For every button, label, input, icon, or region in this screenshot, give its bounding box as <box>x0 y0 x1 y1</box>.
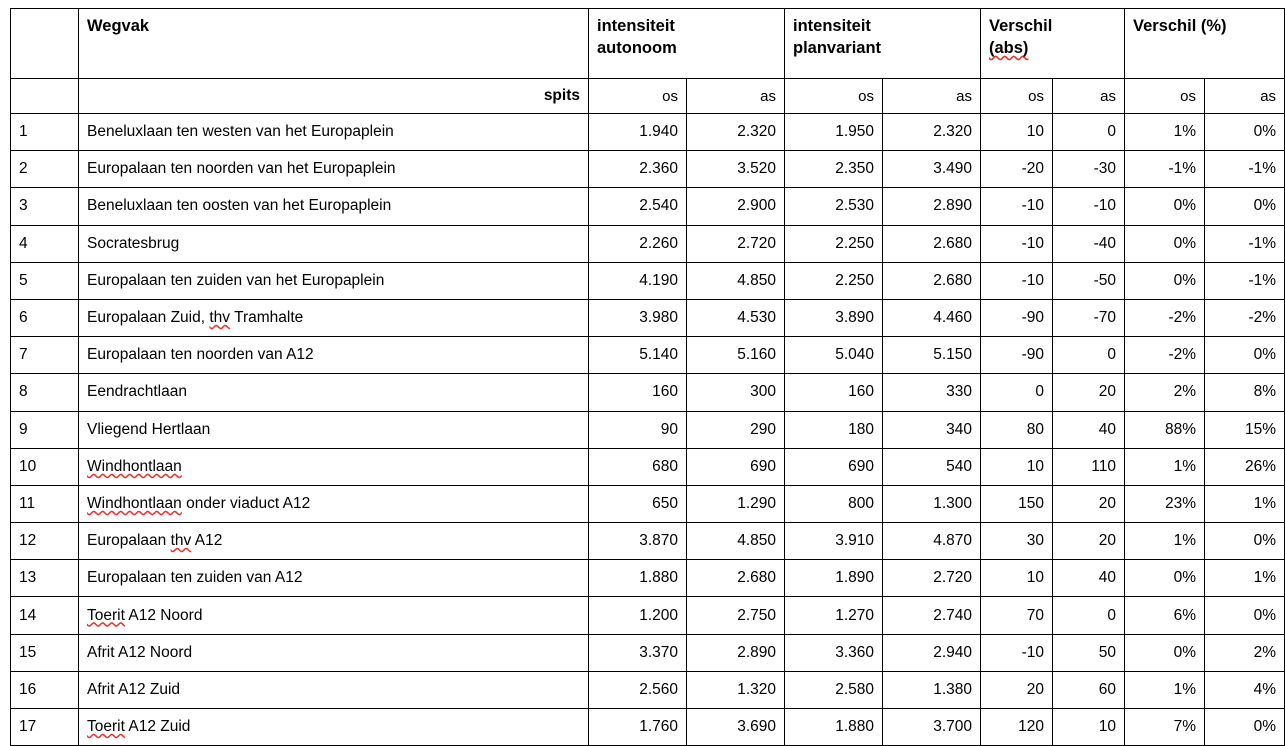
subheader-verschil-abs-as: as <box>1053 79 1125 114</box>
row-wegvak-name: Socratesbrug <box>79 225 589 262</box>
row-index: 16 <box>11 671 79 708</box>
subheader-autonoom-as: as <box>687 79 785 114</box>
cell-verschil-pct-as: -2% <box>1205 299 1285 336</box>
cell-planvariant-as: 1.380 <box>883 671 981 708</box>
row-wegvak-name <box>79 299 589 336</box>
cell-verschil-pct-os: 1% <box>1125 114 1205 151</box>
subheader-planvariant-as: as <box>883 79 981 114</box>
subheader-verschil-pct-os: os <box>1125 79 1205 114</box>
cell-verschil-abs-as: 40 <box>1053 411 1125 448</box>
cell-autonoom-os: 1.880 <box>589 560 687 597</box>
cell-autonoom-as: 5.160 <box>687 337 785 374</box>
cell-verschil-pct-os: 7% <box>1125 709 1205 746</box>
table-row <box>11 374 1285 411</box>
cell-planvariant-os: 160 <box>785 374 883 411</box>
row-wegvak-name: Europalaan ten zuiden van het Europaplein <box>79 262 589 299</box>
header-verschil-abs-line2: (abs) <box>989 38 1029 57</box>
word-segment: A12 Noord <box>124 606 203 624</box>
cell-autonoom-os: 5.140 <box>589 337 687 374</box>
table-row <box>11 188 1285 225</box>
cell-verschil-pct-os: -2% <box>1125 299 1205 336</box>
cell-autonoom-os: 1.200 <box>589 597 687 634</box>
cell-verschil-abs-os: -20 <box>981 151 1053 188</box>
cell-autonoom-as: 2.900 <box>687 188 785 225</box>
subheader-verschil-pct-as: as <box>1205 79 1285 114</box>
cell-autonoom-as: 300 <box>687 374 785 411</box>
table-body <box>11 114 1285 746</box>
row-index: 2 <box>11 151 79 188</box>
cell-planvariant-os: 3.890 <box>785 299 883 336</box>
cell-planvariant-os: 1.270 <box>785 597 883 634</box>
word-segment: A12 Zuid <box>124 718 191 736</box>
table-row <box>11 262 1285 299</box>
cell-verschil-pct-os: 0% <box>1125 560 1205 597</box>
table-row <box>11 634 1285 671</box>
cell-verschil-pct-os: 88% <box>1125 411 1205 448</box>
cell-verschil-pct-os: 1% <box>1125 671 1205 708</box>
cell-verschil-abs-os: 0 <box>981 374 1053 411</box>
cell-verschil-pct-as: 0% <box>1205 597 1285 634</box>
header-intensiteit-planvariant <box>785 9 981 79</box>
word-segment: A12 <box>191 532 223 550</box>
cell-autonoom-as: 3.690 <box>687 709 785 746</box>
cell-verschil-abs-os: -10 <box>981 188 1053 225</box>
cell-planvariant-os: 3.360 <box>785 634 883 671</box>
table-row <box>11 597 1285 634</box>
row-index: 8 <box>11 374 79 411</box>
cell-verschil-abs-as: 0 <box>1053 337 1125 374</box>
cell-autonoom-as: 2.320 <box>687 114 785 151</box>
cell-verschil-abs-as: -50 <box>1053 262 1125 299</box>
cell-verschil-pct-as: 0% <box>1205 523 1285 560</box>
table-row <box>11 485 1285 522</box>
row-wegvak-name: Beneluxlaan ten westen van het Europaplein <box>79 114 589 151</box>
cell-verschil-pct-os: -1% <box>1125 151 1205 188</box>
cell-autonoom-os: 1.760 <box>589 709 687 746</box>
header-wegvak: Wegvak <box>79 9 589 79</box>
row-wegvak-name: Europalaan ten noorden van het Europaplein <box>79 151 589 188</box>
cell-verschil-abs-os: 10 <box>981 114 1053 151</box>
table-row <box>11 225 1285 262</box>
row-wegvak-name <box>79 448 589 485</box>
cell-verschil-pct-as: -1% <box>1205 262 1285 299</box>
cell-verschil-pct-os: 1% <box>1125 523 1205 560</box>
misspelled-word: thv <box>170 532 192 550</box>
row-wegvak-name <box>79 597 589 634</box>
cell-autonoom-as: 1.320 <box>687 671 785 708</box>
cell-verschil-pct-os: 23% <box>1125 485 1205 522</box>
row-index: 12 <box>11 523 79 560</box>
cell-autonoom-as: 4.850 <box>687 523 785 560</box>
cell-planvariant-as: 5.150 <box>883 337 981 374</box>
cell-planvariant-os: 690 <box>785 448 883 485</box>
row-index: 1 <box>11 114 79 151</box>
header-index-blank <box>11 9 79 79</box>
row-index: 11 <box>11 485 79 522</box>
table-row <box>11 114 1285 151</box>
cell-verschil-pct-os: 0% <box>1125 225 1205 262</box>
header-verschil-pct <box>1125 9 1285 79</box>
cell-verschil-abs-as: 10 <box>1053 709 1125 746</box>
cell-planvariant-as: 2.740 <box>883 597 981 634</box>
cell-verschil-pct-as: 4% <box>1205 671 1285 708</box>
cell-verschil-pct-os: 2% <box>1125 374 1205 411</box>
row-wegvak-name <box>79 709 589 746</box>
cell-verschil-abs-as: 20 <box>1053 374 1125 411</box>
traffic-intensity-table <box>10 8 1285 746</box>
cell-autonoom-as: 2.720 <box>687 225 785 262</box>
cell-planvariant-as: 540 <box>883 448 981 485</box>
cell-verschil-abs-os: 20 <box>981 671 1053 708</box>
subheader-spits: spits <box>79 79 589 114</box>
table-row <box>11 709 1285 746</box>
cell-planvariant-os: 3.910 <box>785 523 883 560</box>
table-row <box>11 299 1285 336</box>
table-row <box>11 671 1285 708</box>
cell-autonoom-os: 2.560 <box>589 671 687 708</box>
cell-autonoom-as: 2.750 <box>687 597 785 634</box>
cell-planvariant-os: 5.040 <box>785 337 883 374</box>
misspelled-word: thv <box>209 309 231 327</box>
cell-planvariant-os: 800 <box>785 485 883 522</box>
cell-verschil-pct-as: -1% <box>1205 151 1285 188</box>
row-wegvak-name: Eendrachtlaan <box>79 374 589 411</box>
cell-autonoom-os: 2.360 <box>589 151 687 188</box>
header-verschil-pct-line1: Verschil (%) <box>1133 17 1227 35</box>
row-wegvak-name: Afrit A12 Noord <box>79 634 589 671</box>
cell-verschil-abs-as: 0 <box>1053 597 1125 634</box>
cell-verschil-abs-os: -10 <box>981 225 1053 262</box>
cell-planvariant-os: 2.580 <box>785 671 883 708</box>
header-intensiteit-autonoom <box>589 9 785 79</box>
cell-planvariant-os: 1.950 <box>785 114 883 151</box>
cell-verschil-abs-os: -90 <box>981 299 1053 336</box>
cell-verschil-abs-as: 40 <box>1053 560 1125 597</box>
cell-verschil-pct-as: 0% <box>1205 709 1285 746</box>
cell-verschil-abs-as: 0 <box>1053 114 1125 151</box>
cell-autonoom-os: 2.260 <box>589 225 687 262</box>
cell-planvariant-as: 3.700 <box>883 709 981 746</box>
cell-verschil-abs-os: 150 <box>981 485 1053 522</box>
cell-autonoom-os: 3.980 <box>589 299 687 336</box>
cell-planvariant-os: 1.880 <box>785 709 883 746</box>
cell-planvariant-as: 2.940 <box>883 634 981 671</box>
cell-verschil-pct-as: 0% <box>1205 188 1285 225</box>
word-segment: Europalaan Zuid, <box>87 309 210 327</box>
row-index: 4 <box>11 225 79 262</box>
row-index: 7 <box>11 337 79 374</box>
cell-verschil-abs-os: 70 <box>981 597 1053 634</box>
cell-verschil-pct-os: 0% <box>1125 262 1205 299</box>
cell-verschil-pct-as: -1% <box>1205 225 1285 262</box>
row-index: 6 <box>11 299 79 336</box>
cell-verschil-pct-os: -2% <box>1125 337 1205 374</box>
table-subheader-row <box>11 79 1285 114</box>
cell-verschil-pct-as: 1% <box>1205 560 1285 597</box>
row-index: 10 <box>11 448 79 485</box>
row-index: 3 <box>11 188 79 225</box>
word-segment: onder viaduct A12 <box>181 494 311 512</box>
table-header-group-row <box>11 9 1285 79</box>
cell-autonoom-os: 160 <box>589 374 687 411</box>
cell-autonoom-os: 680 <box>589 448 687 485</box>
cell-planvariant-as: 3.490 <box>883 151 981 188</box>
table-header <box>11 9 1285 114</box>
cell-verschil-abs-as: -70 <box>1053 299 1125 336</box>
traffic-table-container <box>10 8 1277 746</box>
cell-autonoom-as: 2.680 <box>687 560 785 597</box>
row-wegvak-name: Afrit A12 Zuid <box>79 671 589 708</box>
row-index: 5 <box>11 262 79 299</box>
subheader-autonoom-os: os <box>589 79 687 114</box>
cell-verschil-pct-os: 0% <box>1125 188 1205 225</box>
row-wegvak-name <box>79 485 589 522</box>
cell-verschil-pct-as: 0% <box>1205 337 1285 374</box>
cell-planvariant-as: 4.870 <box>883 523 981 560</box>
subheader-verschil-abs-os: os <box>981 79 1053 114</box>
word-segment: Tramhalte <box>230 309 304 327</box>
subheader-index-blank <box>11 79 79 114</box>
cell-verschil-pct-as: 2% <box>1205 634 1285 671</box>
table-row <box>11 523 1285 560</box>
cell-verschil-abs-as: 20 <box>1053 485 1125 522</box>
cell-verschil-abs-as: 60 <box>1053 671 1125 708</box>
table-row <box>11 560 1285 597</box>
cell-planvariant-os: 2.530 <box>785 188 883 225</box>
cell-planvariant-as: 2.680 <box>883 225 981 262</box>
header-intensiteit-planvariant-line2: planvariant <box>793 38 882 57</box>
cell-verschil-abs-as: 50 <box>1053 634 1125 671</box>
table-row <box>11 337 1285 374</box>
row-index: 13 <box>11 560 79 597</box>
cell-planvariant-as: 340 <box>883 411 981 448</box>
cell-verschil-abs-os: 80 <box>981 411 1053 448</box>
word-segment: Europalaan <box>87 532 171 550</box>
table-row <box>11 448 1285 485</box>
cell-verschil-abs-os: 10 <box>981 560 1053 597</box>
cell-autonoom-os: 650 <box>589 485 687 522</box>
cell-autonoom-as: 3.520 <box>687 151 785 188</box>
cell-verschil-pct-as: 8% <box>1205 374 1285 411</box>
cell-verschil-pct-as: 15% <box>1205 411 1285 448</box>
row-wegvak-name <box>79 523 589 560</box>
row-index: 17 <box>11 709 79 746</box>
cell-planvariant-as: 330 <box>883 374 981 411</box>
header-intensiteit-autonoom-line1: intensiteit <box>597 17 675 35</box>
cell-verschil-abs-os: 120 <box>981 709 1053 746</box>
cell-autonoom-as: 4.850 <box>687 262 785 299</box>
cell-planvariant-os: 2.250 <box>785 225 883 262</box>
cell-planvariant-as: 2.720 <box>883 560 981 597</box>
subheader-planvariant-os: os <box>785 79 883 114</box>
cell-planvariant-as: 1.300 <box>883 485 981 522</box>
cell-planvariant-os: 180 <box>785 411 883 448</box>
cell-verschil-abs-os: -10 <box>981 634 1053 671</box>
cell-verschil-abs-os: -90 <box>981 337 1053 374</box>
cell-autonoom-os: 3.870 <box>589 523 687 560</box>
cell-verschil-abs-os: 30 <box>981 523 1053 560</box>
cell-autonoom-os: 1.940 <box>589 114 687 151</box>
cell-autonoom-os: 4.190 <box>589 262 687 299</box>
cell-planvariant-as: 2.320 <box>883 114 981 151</box>
cell-autonoom-os: 3.370 <box>589 634 687 671</box>
cell-planvariant-as: 4.460 <box>883 299 981 336</box>
cell-planvariant-os: 2.350 <box>785 151 883 188</box>
row-index: 14 <box>11 597 79 634</box>
misspelled-word: Toerit <box>87 606 125 624</box>
cell-verschil-abs-as: -40 <box>1053 225 1125 262</box>
cell-planvariant-as: 2.680 <box>883 262 981 299</box>
row-wegvak-name: Europalaan ten zuiden van A12 <box>79 560 589 597</box>
cell-planvariant-os: 2.250 <box>785 262 883 299</box>
row-wegvak-name: Beneluxlaan ten oosten van het Europaplein <box>79 188 589 225</box>
cell-verschil-pct-os: 6% <box>1125 597 1205 634</box>
cell-autonoom-as: 4.530 <box>687 299 785 336</box>
header-verschil-abs <box>981 9 1125 79</box>
header-verschil-abs-line1: Verschil <box>989 17 1053 35</box>
header-intensiteit-planvariant-line1: intensiteit <box>793 17 871 35</box>
row-wegvak-name: Europalaan ten noorden van A12 <box>79 337 589 374</box>
cell-autonoom-as: 1.290 <box>687 485 785 522</box>
row-index: 9 <box>11 411 79 448</box>
cell-verschil-abs-as: -10 <box>1053 188 1125 225</box>
misspelled-word: Toerit <box>87 718 125 736</box>
cell-autonoom-as: 2.890 <box>687 634 785 671</box>
row-index: 15 <box>11 634 79 671</box>
misspelled-word: Windhontlaan <box>87 457 182 475</box>
cell-autonoom-os: 90 <box>589 411 687 448</box>
cell-verschil-abs-os: 10 <box>981 448 1053 485</box>
cell-autonoom-os: 2.540 <box>589 188 687 225</box>
table-row <box>11 151 1285 188</box>
cell-verschil-pct-os: 0% <box>1125 634 1205 671</box>
table-row <box>11 411 1285 448</box>
cell-verschil-abs-as: 20 <box>1053 523 1125 560</box>
cell-verschil-pct-os: 1% <box>1125 448 1205 485</box>
misspelled-word: Windhontlaan <box>87 494 182 512</box>
row-wegvak-name: Vliegend Hertlaan <box>79 411 589 448</box>
cell-verschil-pct-as: 26% <box>1205 448 1285 485</box>
cell-planvariant-os: 1.890 <box>785 560 883 597</box>
cell-verschil-pct-as: 0% <box>1205 114 1285 151</box>
cell-verschil-abs-as: 110 <box>1053 448 1125 485</box>
cell-autonoom-as: 690 <box>687 448 785 485</box>
cell-planvariant-as: 2.890 <box>883 188 981 225</box>
cell-autonoom-as: 290 <box>687 411 785 448</box>
header-intensiteit-autonoom-line2: autonoom <box>597 38 677 57</box>
cell-verschil-abs-os: -10 <box>981 262 1053 299</box>
cell-verschil-abs-as: -30 <box>1053 151 1125 188</box>
cell-verschil-pct-as: 1% <box>1205 485 1285 522</box>
